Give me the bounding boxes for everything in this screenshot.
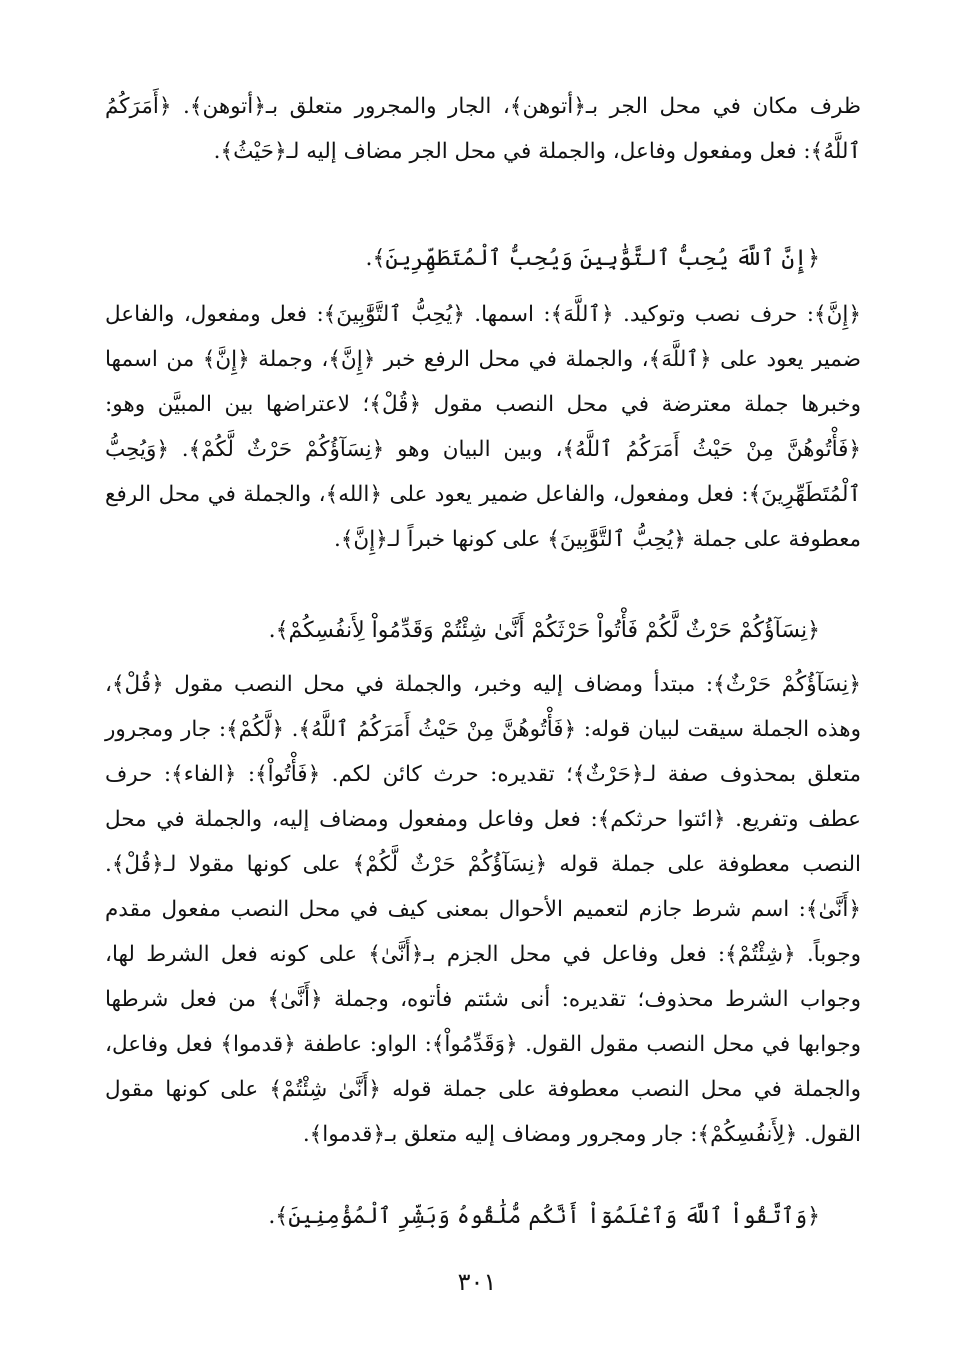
page-number: ٣٠١: [457, 1268, 497, 1296]
paragraph-grammar-1: [105, 84, 861, 174]
verse-text: ﴿وَٱتَّقُواْ ٱللَّهَ وَٱعْلَمُوٓاْ أَنَّكُم مُّلَٰقُوهُ وَبَشِّرِ ٱلْمُؤْمِنِينَ﴾.: [268, 1204, 820, 1229]
paragraph-grammar-3: [105, 662, 861, 1157]
paragraph-text: ﴿إِنَّ﴾: حرف نصب وتوكيد. ﴿ٱللَّهَ﴾: اسمها. ﴿يُحِبُّ ٱلتَّوَّٰبِينَ﴾: فعل ومفعول، والفاعل ضمير يعود على ﴿ٱللَّهَ﴾، والجملة في محل الرفع خبر ﴿إِنَّ﴾، وجملة ﴿إِنَّ﴾ من اسمها وخبرها جملة معترضة في محل النصب مقول ﴿قُلْ﴾؛ لاعتراضها بين المبيَّن وهو: ﴿فَأْتُوهُنَّ مِنْ حَيْثُ أَمَرَكُمُ ٱللَّهُ﴾، وبين البيان وهو ﴿نِسَآؤُكُمْ حَرْثٌ لَّكُمْ﴾. ﴿وَيُحِبُّ ٱلْمُتَطَهِّرِينَ﴾: فعل ومفعول، والفاعل ضمير يعود على ﴿الله﴾، والجملة في محل الرفع معطوفة على جملة ﴿يُحِبُّ ٱلتَّوَّٰبِينَ﴾ على كونها خبراً لـ﴿إِنَّ﴾.: [105, 302, 861, 552]
paragraph-grammar-2: [105, 292, 861, 562]
paragraph-text: ﴿نِسَآؤُكُمْ حَرْثٌ﴾: مبتدأ ومضاف إليه وخبر، والجملة في محل النصب مقول ﴿قُلْ﴾، وهذه الجملة سيقت لبيان قوله: ﴿فَأْتُوهُنَّ مِنْ حَيْثُ أَمَرَكُمُ ٱللَّهُ﴾. ﴿لَّكُمْ﴾: جار ومجرور متعلق بمحذوف صفة لـ﴿حَرْثٌ﴾؛ تقديره: حرث كائن لكم. ﴿فَأْتُواْ﴾: ﴿الفاء﴾: حرف عطف وتفريع. ﴿ائتوا حرثكم﴾: فعل وفاعل ومفعول ومضاف إليه، والجملة في محل النصب معطوفة على جملة قوله ﴿نِسَآؤُكُمْ حَرْثٌ لَّكُمْ﴾ على كونها مقولا لـ﴿قُلْ﴾. ﴿أَنَّىٰ﴾: اسم شرط جازم لتعميم الأحوال بمعنى كيف في محل النصب مفعول مقدم وجوباً. ﴿شِئْتُمْ﴾: فعل وفاعل في محل الجزم بـ﴿أَنَّىٰ﴾ على كونه فعل الشرط لها، وجواب الشرط محذوف؛ تقديره: أنى شئتم فأتوه، وجملة ﴿أَنَّىٰ﴾ من فعل شرطها وجوابها في محل النصب مقول القول. ﴿وَقَدِّمُواْ﴾: الواو: عاطفة ﴿قدموا﴾ فعل وفاعل، والجملة في محل النصب معطوفة على جملة قوله ﴿أَنَّىٰ شِئْتُمْ﴾ على كونها مقول القول. ﴿لِأَنفُسِكُمْ﴾: جار ومجرور ومضاف إليه متعلق بـ﴿قدموا﴾.: [105, 672, 861, 1147]
verse-text: ﴿إِنَّ ٱللَّهَ يُحِبُّ ٱلتَّوَّٰبِينَ وَيُحِبُّ ٱلْمُتَطَهِّرِينَ﴾.: [365, 246, 820, 271]
quran-verse-2: [105, 608, 820, 653]
verse-text: ﴿نِسَآؤُكُمْ حَرْثٌ لَّكُمْ فَأْتُواْ حَرْثَكُمْ أَنَّىٰ شِئْتُمْ وَقَدِّمُواْ لِأَنفُسِكُمْ﴾.: [268, 618, 820, 643]
quran-verse-1: [105, 236, 820, 281]
paragraph-text: ظرف مكان في محل الجر بـ﴿أتوهن﴾، الجار والمجرور متعلق بـ﴿أتوهن﴾. ﴿أَمَرَكُمُ ٱللَّهُ﴾: فعل ومفعول وفاعل، والجملة في محل الجر مضاف إليه لـ﴿حَيْثُ﴾.: [105, 94, 861, 164]
quran-verse-3: [105, 1194, 820, 1239]
